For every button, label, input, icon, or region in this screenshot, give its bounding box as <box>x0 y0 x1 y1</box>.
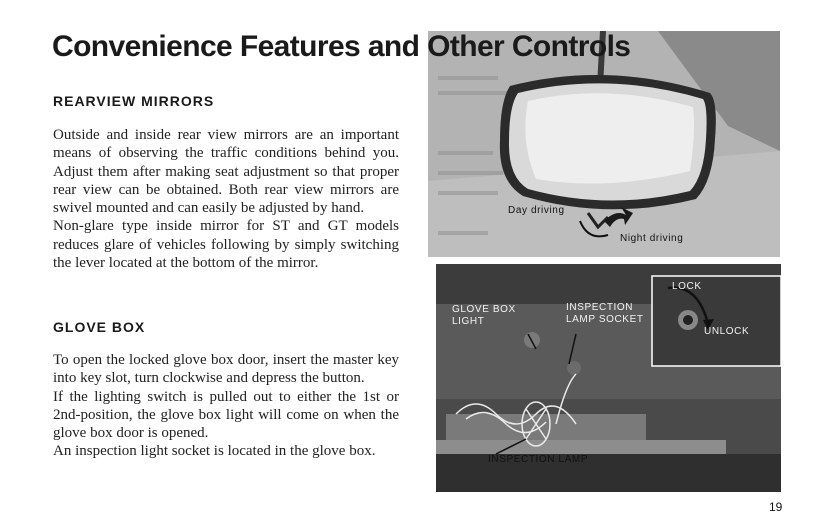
label-unlock: UNLOCK <box>704 326 750 337</box>
label-glove-box-light: GLOVE BOX <box>452 304 516 315</box>
paragraph: An inspection light socket is located in the glove box. <box>53 443 376 460</box>
page-number: 19 <box>769 500 783 514</box>
rearview-mirrors-text <box>53 126 399 272</box>
mirror-photo <box>428 31 780 257</box>
section-heading-glove-box: GLOVE BOX <box>53 319 146 335</box>
label-night-driving: Night driving <box>620 233 684 244</box>
paragraph: Outside and inside rear view mirrors are an important means of observing the traffic conditions behind you. Adjust them after making seat adjustment so that proper rear view can be obtained. Both rear view mirrors are swivel mounted and can easily be adjusted by hand. <box>53 127 399 217</box>
paragraph: Non-glare type inside mirror for ST and GT models reduces glare of vehicles following by simply switching the lever located at the bottom of the mirror. <box>53 218 399 272</box>
mirror-illustration <box>428 31 780 257</box>
paragraph: To open the locked glove box door, insert the master key into key slot, turn clockwise and depress the button. <box>53 352 399 387</box>
section-heading-rearview-mirrors: REARVIEW MIRRORS <box>53 93 215 109</box>
label-inspection-socket: INSPECTION <box>566 302 634 313</box>
label-day-driving: Day driving <box>508 205 565 216</box>
glove-box-text <box>53 351 399 461</box>
page-title: Convenience Features and Other Controls <box>52 30 631 63</box>
rearview-mirror-shape <box>500 75 716 209</box>
label-inspection-socket-line2: LAMP SOCKET <box>566 314 644 325</box>
glove-box-photo <box>436 264 781 492</box>
label-lock: LOCK <box>672 281 702 292</box>
paragraph: If the lighting switch is pulled out to either the 1st or 2nd-position, the glove box light will come on when the glove box door is opened. <box>53 388 399 442</box>
label-inspection-lamp: INSPECTION LAMP <box>488 454 589 465</box>
label-glove-box-light-line2: LIGHT <box>452 316 485 327</box>
